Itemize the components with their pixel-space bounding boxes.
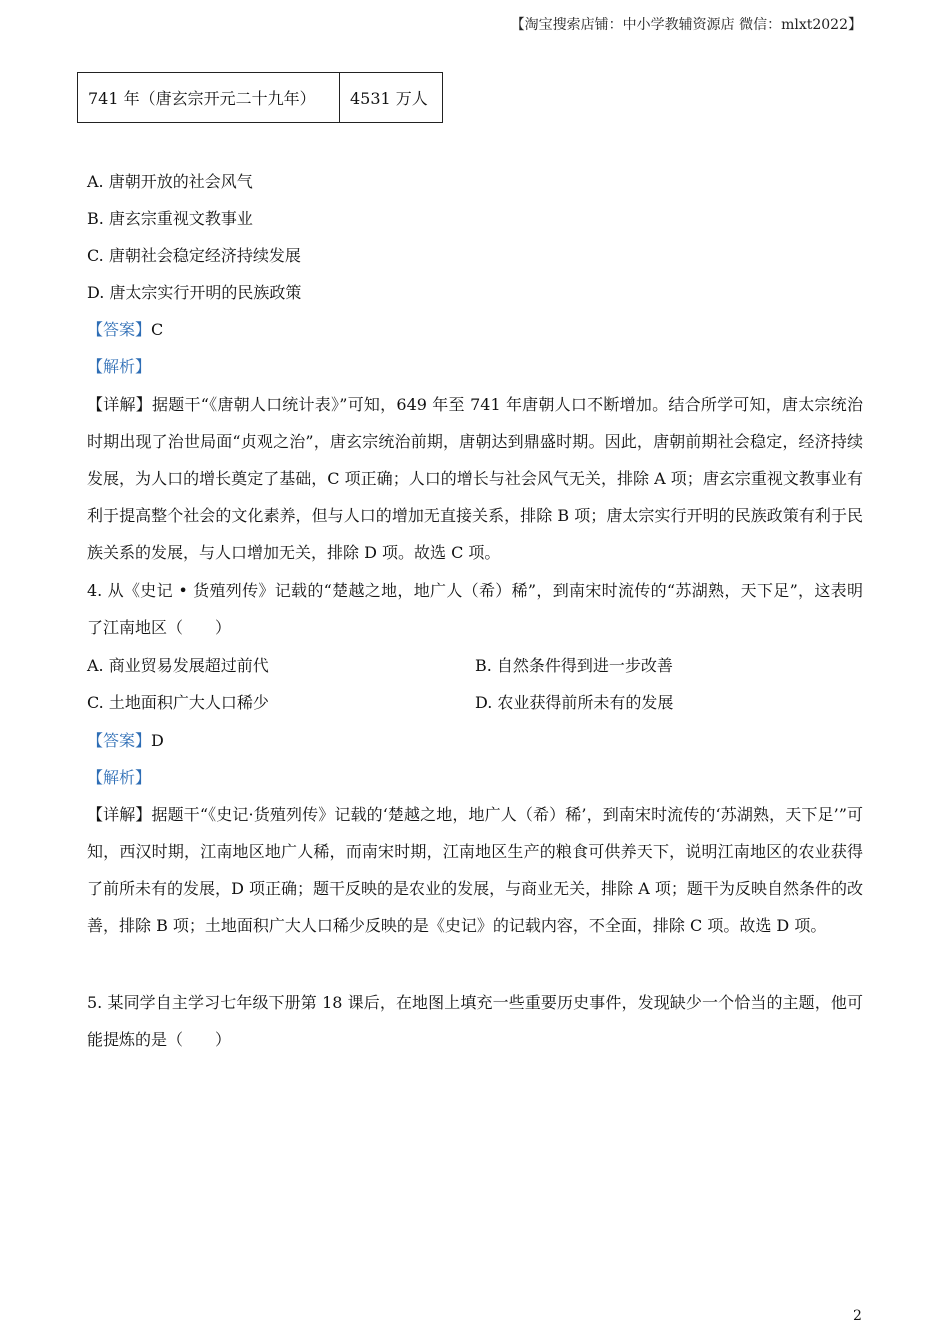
population-table: [77, 72, 443, 123]
population-cell: 4531 万人: [340, 73, 443, 123]
detail-tag: 【详解】: [87, 395, 152, 414]
answer-tag: 【答案】: [87, 320, 152, 339]
q3-option-b: B. 唐玄宗重视文教事业: [87, 209, 253, 228]
q3-answer: [87, 320, 163, 340]
q4-answer: [87, 731, 164, 751]
q3-option-a: A. 唐朝开放的社会风气: [87, 172, 253, 191]
detail-tag: 【详解】: [87, 805, 152, 824]
answer-value: C: [151, 320, 164, 339]
q4-detail: [87, 796, 863, 944]
q3-option-d: D. 唐太宗实行开明的民族政策: [87, 283, 302, 302]
q4-option-d: D. 农业获得前所未有的发展: [475, 693, 674, 712]
detail-text: 据题干“《史记·货殖列传》记载的‘楚越之地，地广人（希）稀’，到南宋时流传的‘苏湖熟，天下足’”可知，西汉时期，江南地区地广人稀，而南宋时期，江南地区生产的粮食可供养天下，说明江南地区的农业获得了前所未有的发展，D 项正确；题干反映的是农业的发展，与商业无关，排除 A 项；题干为反映自然条件的改善，排除 B 项；土地面积广大人口稀少反映的是《史记》的记载内容，不全面，排除 C 项。故选 D 项。: [87, 805, 863, 935]
page-number: 2: [853, 1308, 862, 1324]
q3-analysis-tag: 【解析】: [87, 357, 152, 376]
detail-text: 据题干“《唐朝人口统计表》”可知，649 年至 741 年唐朝人口不断增加。结合所学可知，唐太宗统治时期出现了治世局面“贞观之治”，唐玄宗统治前期，唐朝达到鼎盛时期。因此，唐朝前期社会稳定，经济持续发展，为人口的增长奠定了基础，C 项正确；人口的增长与社会风气无关，排除 A 项；唐玄宗重视文教事业有利于提高整个社会的文化素养，但与人口的增加无直接关系，排除 B 项；唐太宗实行开明的民族政策有利于民族关系的发展，与人口增加无关，排除 D 项。故选 C 项。: [87, 395, 863, 562]
q3-option-c: C. 唐朝社会稳定经济持续发展: [87, 246, 301, 265]
q4-option-c: C. 土地面积广大人口稀少: [87, 693, 269, 712]
q5-stem: 5. 某同学自主学习七年级下册第 18 课后，在地图上填充一些重要历史事件，发现缺少一个恰当的主题，他可能提炼的是（ ）: [87, 993, 863, 1049]
answer-tag: 【答案】: [87, 731, 152, 750]
q3-detail: [87, 386, 863, 571]
q4-analysis-tag: 【解析】: [87, 768, 152, 787]
year-cell: 741 年（唐玄宗开元二十九年）: [78, 73, 340, 123]
answer-value: D: [151, 731, 164, 750]
q4-stem: 4. 从《史记 • 货殖列传》记载的“楚越之地，地广人（希）稀”，到南宋时流传的“苏湖熟，天下足”，这表明了江南地区（ ）: [87, 581, 863, 637]
page-header: 【淘宝搜索店铺：中小学教辅资源店 微信：mlxt2022】: [510, 17, 862, 33]
table-row: [78, 73, 443, 123]
q4-option-a: A. 商业贸易发展超过前代: [87, 656, 269, 675]
q4-option-b: B. 自然条件得到进一步改善: [475, 656, 673, 675]
